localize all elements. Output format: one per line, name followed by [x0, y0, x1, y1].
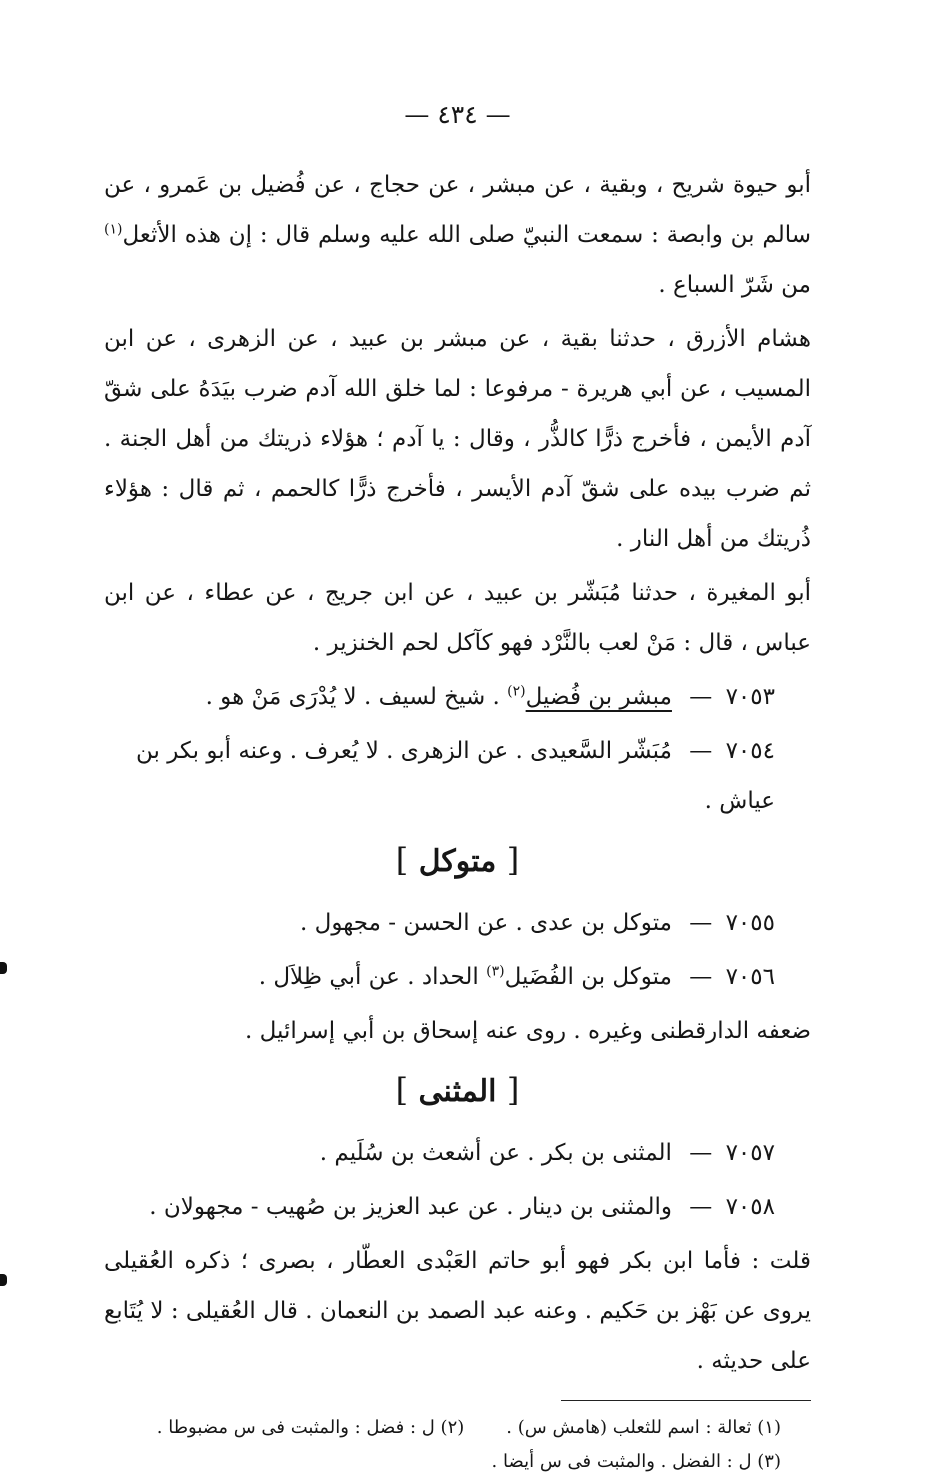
entry-7058	[104, 1182, 811, 1232]
footnote-row	[104, 1411, 781, 1445]
entry-text: مُبَشّر السَّعيدى . عن الزهرى . لا يُعرف . وعنه أبو بكر بن عياش .	[136, 738, 775, 814]
footnote-divider	[561, 1400, 811, 1401]
footnote-ref-2: (٢)	[507, 683, 526, 700]
footnote-2: (٢) ل : فضل : والمثبت فى س مضبوطا .	[156, 1417, 465, 1438]
paragraph-closing-note: قلت : فأما ابن بكر فهو أبو حاتم العَبْدى العطّار ، بصرى ؛ ذكره العُقيلى يروى عن بَهْز بن حَكيم . وعنه عبد الصمد بن النعمان . قال العُقيلى : لا يُتَابع على حديثه .	[104, 1248, 811, 1374]
entry-text: . شيخ لسيف . لا يُدْرَى مَنْ هو .	[205, 684, 500, 710]
entry-name: متوكل بن الفُضَيل	[504, 964, 672, 990]
entry-number: ٧٠٥٤	[725, 738, 775, 764]
heading-text: المثنى	[418, 1074, 497, 1109]
entry-7053	[104, 672, 811, 722]
section-heading-muthanna	[104, 1062, 811, 1120]
paragraph-hisham: هشام الأزرق ، حدثنا بقية ، عن مبشر بن عبيد ، عن الزهرى ، عن ابن المسيب ، عن أبي هريرة - مرفوعا : لما خلق الله آدم ضرب بيَدَهُ على شقّ آدم الأيمن ، فأخرج ذرًّا كالذُّر ، وقال : يا آدم ؛ هؤلاء ذريتك من أهل الجنة . ثم ضرب بيده على شقّ آدم الأيسر ، فأخرج ذرًّا كالحمم ، ثم قال : هؤلاء ذُريتك من أهل النار .	[104, 326, 811, 552]
section-heading-mutawakkil	[104, 832, 811, 890]
entry-number: ٧٠٥٧	[725, 1140, 775, 1166]
scan-edge-mark	[0, 962, 7, 974]
paragraph-abu-haywa-tail: من شَرّ السباع .	[658, 272, 811, 298]
footnote-ref-3: (٣)	[486, 963, 505, 980]
entry-number: ٧٠٥٨	[725, 1194, 775, 1220]
entry-text: المثنى بن بكر . عن أشعث بن سُلَيم .	[319, 1140, 672, 1166]
entry-number: ٧٠٥٣	[725, 684, 775, 710]
entry-7057	[104, 1128, 811, 1178]
entry-7054	[104, 726, 811, 826]
heading-bracket: ]	[395, 1071, 409, 1109]
entry-dash: —	[689, 684, 713, 710]
entry-dash: —	[689, 910, 713, 936]
footnote-1: (١) ثعالة : اسم للثعلب (هامش س) .	[506, 1417, 781, 1438]
paragraph-abu-haywa	[104, 160, 811, 310]
heading-bracket: [	[506, 1071, 520, 1109]
entry-7056	[104, 952, 811, 1002]
footnote-3: (٣) ل : الفضل . والمثبت فى س أيضا .	[491, 1451, 781, 1472]
footnotes	[104, 1411, 811, 1479]
entry-number: ٧٠٥٦	[725, 964, 775, 990]
entry-dash: —	[689, 964, 713, 990]
entry-text: متوكل بن عدى . عن الحسن - مجهول .	[299, 910, 672, 936]
scan-edge-mark	[0, 1274, 7, 1286]
heading-bracket: ]	[395, 841, 409, 879]
heading-bracket: [	[506, 841, 520, 879]
entry-text: الحداد . عن أبي ظِلاَل .	[258, 964, 479, 990]
paragraph-abu-haywa-text: أبو حيوة شريح ، وبقية ، عن مبشر ، عن حجاج ، عن فُضيل بن عَمرو ، عن سالم بن وابصة : سمعت النبيّ صلى الله عليه وسلم قال : إن هذه الأثعل	[104, 172, 811, 248]
page-number: — ٤٣٤ —	[404, 100, 511, 129]
entry-text: والمثنى بن دينار . عن عبد العزيز بن صُهيب - مجهولان .	[149, 1194, 672, 1220]
entry-7056-note: ضعفه الدارقطنى وغيره . روى عنه إسحاق بن أبي إسرائيل .	[244, 1018, 811, 1044]
heading-text: متوكل	[418, 844, 497, 879]
entry-dash: —	[689, 738, 713, 764]
paragraph-abu-mughira: أبو المغيرة ، حدثنا مُبَشّر بن عبيد ، عن ابن جريج ، عن عطاء ، عن ابن عباس ، قال : مَنْ لعب بالنَّرْد فهو كآكل لحم الخنزير .	[104, 580, 811, 656]
footnote-row	[104, 1445, 781, 1479]
entry-dash: —	[689, 1140, 713, 1166]
entry-dash: —	[689, 1194, 713, 1220]
entry-7055	[104, 898, 811, 948]
entry-name: مبشر بن فُضيل	[525, 684, 672, 710]
entry-number: ٧٠٥٥	[725, 910, 775, 936]
footnote-ref-1: (١)	[104, 221, 123, 238]
